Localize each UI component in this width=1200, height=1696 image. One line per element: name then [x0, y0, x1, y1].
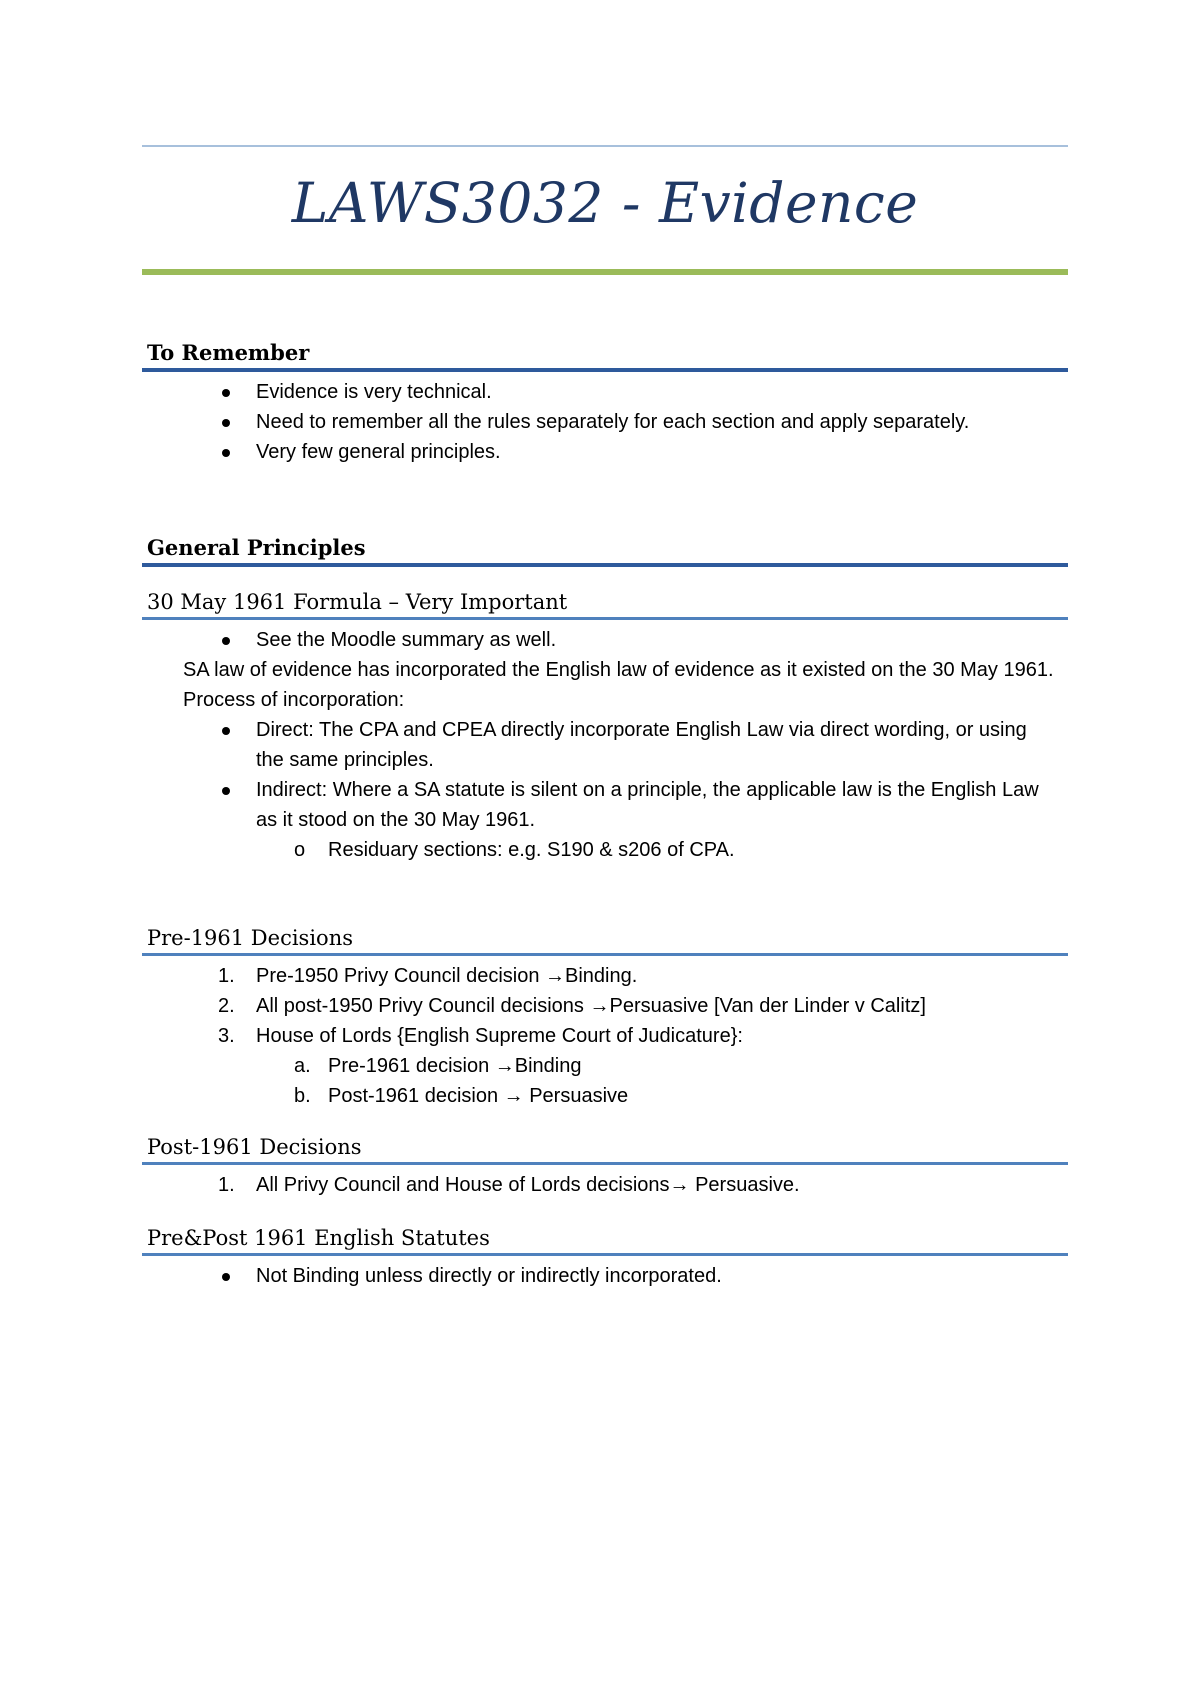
list-item [142, 991, 1068, 1021]
bullet-icon [222, 389, 230, 397]
list-item-text: Residuary sections: e.g. S190 & s206 of CPA. [328, 839, 735, 861]
list-number: 1. [218, 1174, 235, 1196]
title-top-rule [142, 145, 1068, 147]
paragraph: SA law of evidence has incorporated the English law of evidence as it existed on the 30 May 1961. [183, 659, 1054, 681]
bullet-icon [222, 419, 230, 427]
list-item-text: Need to remember all the rules separately for each section and apply separately. [256, 411, 970, 433]
list-item [142, 775, 1068, 835]
list-item [142, 1170, 1068, 1200]
numbered-list [142, 1170, 1068, 1200]
document-title: LAWS3032 - Evidence [291, 171, 919, 235]
list-item-text: Very few general principles. [256, 441, 501, 463]
bullet-list [142, 715, 1068, 865]
list-item [142, 407, 1068, 437]
section-heading: To Remember [142, 338, 1068, 372]
bullet-icon [222, 787, 230, 795]
list-item-text: Pre-1950 Privy Council decision →Binding. [256, 965, 638, 987]
bullet-icon [222, 1273, 230, 1281]
list-item-text: Evidence is very technical. [256, 381, 492, 403]
subsection-heading: 30 May 1961 Formula – Very Important [142, 587, 1068, 620]
page-content [142, 0, 1068, 1696]
list-letter: a. [294, 1055, 311, 1077]
bullet-icon [222, 727, 230, 735]
list-item [142, 437, 1068, 467]
list-item [142, 1021, 1068, 1051]
list-item [142, 715, 1068, 775]
list-item-text: House of Lords {English Supreme Court of Judicature}: [256, 1025, 743, 1047]
bullet-icon [222, 449, 230, 457]
list-item-text: Post-1961 decision → Persuasive [328, 1085, 629, 1107]
title-bottom-rule [142, 269, 1068, 275]
subsection-heading: Pre&Post 1961 English Statutes [142, 1223, 1068, 1256]
section-heading: General Principles [142, 533, 1068, 567]
list-item [142, 1261, 1068, 1291]
list-number: 3. [218, 1025, 235, 1047]
section-pre-1961-decisions [142, 923, 1068, 1111]
list-item [142, 377, 1068, 407]
list-item-text: Indirect: Where a SA statute is silent on a principle, the applicable law is the English Law as it stood on the 30 May 1961. [256, 779, 1039, 831]
sub-list-item [142, 1051, 1068, 1081]
list-item-text: All post-1950 Privy Council decisions →Persuasive [Van der Linder v Calitz] [256, 995, 926, 1017]
list-number: 2. [218, 995, 235, 1017]
section-english-statutes [142, 1223, 1068, 1291]
sub-bullet-marker: o [294, 839, 306, 861]
paragraph: Process of incorporation: [183, 689, 405, 711]
bullet-icon [222, 637, 230, 645]
list-letter: b. [294, 1085, 311, 1107]
subsection-heading: Post-1961 Decisions [142, 1132, 1068, 1165]
list-number: 1. [218, 965, 235, 987]
list-item [142, 625, 1068, 655]
section-to-remember [142, 338, 1068, 467]
bullet-list [142, 377, 1068, 467]
section-post-1961-decisions [142, 1132, 1068, 1200]
section-1961-formula [142, 587, 1068, 865]
numbered-list [142, 961, 1068, 1111]
list-item-text: Not Binding unless directly or indirectly incorporated. [256, 1265, 722, 1287]
bullet-list [142, 1261, 1068, 1291]
subsection-heading: Pre-1961 Decisions [142, 923, 1068, 956]
list-item-text: All Privy Council and House of Lords decisions→ Persuasive. [256, 1174, 800, 1196]
section-general-principles [142, 533, 1068, 567]
sub-list-item [142, 1081, 1068, 1111]
list-item-text: Pre-1961 decision →Binding [328, 1055, 582, 1077]
list-item-text: See the Moodle summary as well. [256, 629, 557, 651]
bullet-list [142, 625, 1068, 655]
sub-list-item [142, 835, 1068, 865]
list-item-text: Direct: The CPA and CPEA directly incorporate English Law via direct wording, or using the same principles. [256, 719, 1027, 771]
list-item [142, 961, 1068, 991]
